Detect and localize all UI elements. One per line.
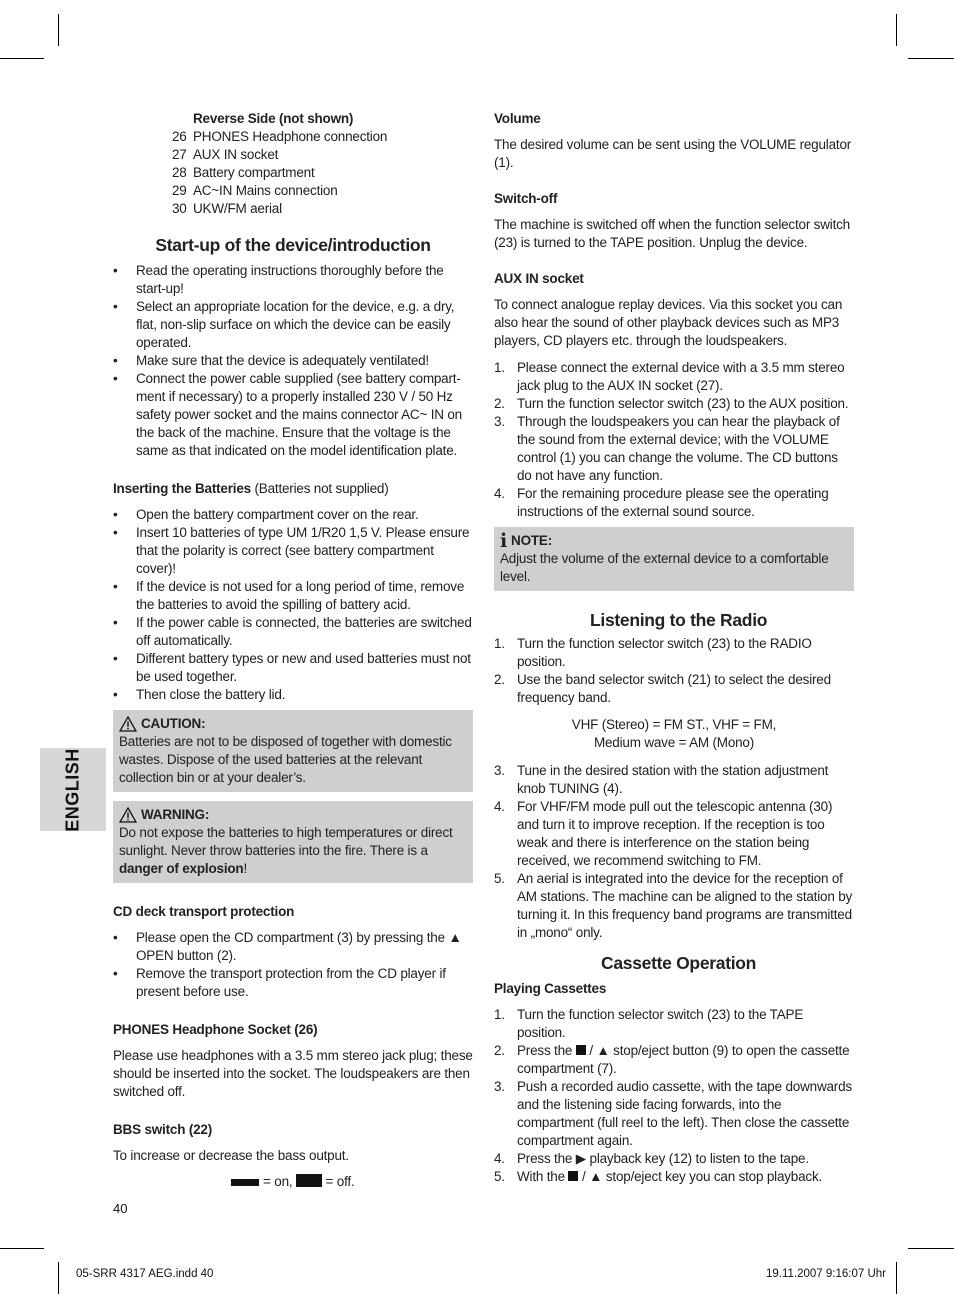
step-text: /: [585, 1043, 597, 1058]
volume-text: The desired volume can be sent using the VOLUME regulator (1).: [494, 137, 852, 170]
note-text: Adjust the volume of the external device to a comfortable level.: [500, 551, 829, 584]
warning-label: WARNING:: [141, 807, 210, 822]
footer-date: 19.11.2007 9:16:07 Uhr: [766, 1268, 886, 1280]
part-label: PHONES Headphone connection: [193, 129, 388, 144]
list-item: [494, 359, 854, 395]
crop-mark: [896, 1262, 897, 1294]
part-number: 27: [172, 147, 187, 162]
part-label: UKW/FM aerial: [193, 201, 282, 216]
warning-text-block: [119, 824, 467, 878]
switchoff-text: The machine is switched off when the function selector switch (23) is turned to the TAPE position. Unplug the device.: [494, 217, 850, 250]
list-item: • Then close the battery lid.: [113, 686, 473, 704]
list-item: [494, 485, 854, 521]
step-text: Tune in the desired station with the station adjustment knob TUNING (4).: [517, 763, 829, 796]
list-item: [494, 870, 854, 942]
note-box: [494, 527, 854, 591]
part-number: 29: [172, 183, 187, 198]
step-number: 5.: [494, 1169, 505, 1184]
step-number: 5.: [494, 871, 505, 886]
bbs-on-label: = on,: [259, 1174, 296, 1189]
startup-list: [113, 262, 473, 460]
note-header: [500, 532, 848, 550]
crop-mark: [0, 1248, 44, 1249]
step-number: 4.: [494, 799, 505, 814]
list-item: • Insert 10 batteries of type UM 1/R20 1,5 V. Please ensure that the polarity is correct (see battery compartment cover)!: [113, 524, 473, 578]
list-item: • If the power cable is connected, the batteries are switched off automatically.: [113, 614, 473, 650]
part-label: AUX IN socket: [193, 147, 279, 162]
warning-box: [113, 801, 473, 883]
bbs-text: To increase or decrease the bass output.: [113, 1148, 349, 1163]
list-item: [494, 1006, 854, 1042]
caution-box: [113, 710, 473, 792]
step-text: Please connect the external device with a 3.5 mm stereo jack plug to the AUX IN socket (27).: [517, 360, 845, 393]
step-text: Press the: [517, 1043, 576, 1058]
playing-cassettes-title: Playing Cassettes: [494, 981, 607, 996]
caution-text: Batteries are not to be disposed of together with domestic wastes. Dispose of the used batteries at the relevant collection bin or at your dealer’s.: [119, 734, 452, 785]
list-item: [494, 635, 854, 671]
list-item: • Select an appropriate location for the device, e.g. a dry, flat, non-slip surface on which the device can be easily operated.: [113, 298, 473, 352]
reverse-side-title: Reverse Side (not shown): [193, 111, 354, 126]
list-item: • If the device is not used for a long period of time, remove the batteries to avoid the spilling of battery acid.: [113, 578, 473, 614]
warning-emphasis: danger of explosion: [119, 861, 244, 876]
step-text: Press the: [517, 1151, 576, 1166]
eject-symbol-icon: ▲: [589, 1169, 603, 1184]
step-text: For VHF/FM mode pull out the telescopic antenna (30) and turn it to improve reception. If the reception is too weak and there is interference on the station being received, we recommend switching to FM.: [517, 799, 833, 868]
list-item: • Make sure that the device is adequately ventilated!: [113, 352, 473, 370]
band-legend: [494, 716, 854, 752]
crop-mark: [908, 58, 954, 59]
list-item: [113, 164, 473, 182]
list-item: • Read the operating instructions thoroughly before the start-up!: [113, 262, 473, 298]
language-tab: [40, 748, 106, 831]
phones-text: Please use headphones with a 3.5 mm stereo jack plug; these should be inserted into the socket. The loudspeakers are then switched off.: [113, 1048, 473, 1099]
language-tab-label: ENGLISH: [62, 747, 83, 832]
step-number: 3.: [494, 763, 505, 778]
switchoff-title: Switch-off: [494, 191, 558, 206]
eject-symbol-icon: ▲: [448, 930, 462, 945]
part-number: 30: [172, 201, 187, 216]
aux-steps: [494, 359, 854, 521]
step-text: stop/eject key you can stop playback.: [602, 1169, 823, 1184]
step-text: /: [578, 1169, 590, 1184]
step-text: stop/eject button (9) to open the cassette compartment (7).: [517, 1043, 850, 1076]
list-item: • Open the battery compartment cover on the rear.: [113, 506, 473, 524]
cassette-steps: [494, 1006, 854, 1186]
list-item: • Different battery types or new and used batteries must not be used together.: [113, 650, 473, 686]
list-item: [494, 1150, 854, 1168]
page-number: 40: [113, 1201, 128, 1216]
crop-mark: [58, 1262, 59, 1294]
list-item: [494, 395, 854, 413]
step-number: 4.: [494, 486, 505, 501]
left-column: [113, 110, 473, 1191]
aux-text: To connect analogue replay devices. Via this socket you can also hear the sound of other playback devices such as MP3 players, CD players etc. through the loudspeakers.: [494, 297, 843, 348]
step-number: 3.: [494, 1079, 505, 1094]
caution-header: [119, 715, 467, 733]
radio-steps-a: [494, 635, 854, 707]
bbs-off-label: = off.: [322, 1174, 355, 1189]
footer-file: 05-SRR 4317 AEG.indd 40: [76, 1268, 214, 1280]
step-number: 1.: [494, 636, 505, 651]
warning-triangle-icon: [119, 716, 137, 732]
warning-text: Do not expose the batteries to high temperatures or direct sunlight. Never throw batteries into the fire. There is a: [119, 825, 453, 858]
bbs-legend: [113, 1173, 473, 1191]
step-number: 3.: [494, 414, 505, 429]
bbs-off-switch-icon: [296, 1174, 322, 1187]
list-item: [494, 762, 854, 798]
list-item: [113, 146, 473, 164]
list-item: [494, 1168, 854, 1186]
radio-heading: Listening to the Radio: [590, 610, 768, 630]
step-text: Use the band selector switch (21) to select the desired frequency band.: [517, 672, 831, 705]
play-symbol-icon: ▶: [575, 1151, 586, 1166]
warning-end: !: [243, 861, 248, 876]
list-item: [494, 798, 854, 870]
step-text: Turn the function selector switch (23) to the TAPE position.: [517, 1007, 804, 1040]
step-text: Through the loudspeakers you can hear the playback of the sound from the external device; with the VOLUME control (1) you can change the volume. The CD buttons do not have any function.: [517, 414, 840, 483]
right-column: [494, 110, 854, 1186]
warning-triangle-icon: [119, 807, 137, 823]
step-text: Turn the function selector switch (23) to the RADIO position.: [517, 636, 812, 669]
crop-mark: [896, 14, 897, 46]
list-item: [113, 200, 473, 218]
list-item: [494, 1078, 854, 1150]
cd-step-text: Please open the CD compartment (3) by pressing the: [136, 930, 449, 945]
list-item: • Remove the transport protection from the CD player if present before use.: [113, 965, 473, 1001]
info-icon: i: [500, 530, 508, 552]
step-text: Turn the function selector switch (23) to the AUX position.: [517, 396, 849, 411]
batteries-title-line: [113, 480, 473, 498]
step-number: 4.: [494, 1151, 505, 1166]
part-number: 26: [172, 129, 187, 144]
step-text: Push a recorded audio cassette, with the tape downwards and the listening side facing forwards, into the compartment (full reel to the left). Then close the cassette compartment again.: [517, 1079, 852, 1148]
radio-steps-b: [494, 762, 854, 942]
bbs-on-switch-icon: [231, 1179, 259, 1186]
caution-label: CAUTION:: [141, 716, 206, 731]
list-item: [113, 128, 473, 146]
phones-title: PHONES Headphone Socket (26): [113, 1022, 318, 1037]
step-text: With the: [517, 1169, 569, 1184]
step-number: 1.: [494, 1007, 505, 1022]
step-text: An aerial is integrated into the device for the reception of AM stations. The machine can be aligned to the station by turning it. In this frequency band programs are transmitted in „mono“ only.: [517, 871, 853, 940]
eject-symbol-icon: ▲: [596, 1043, 610, 1058]
band-line: VHF (Stereo) = FM ST., VHF = FM,: [571, 717, 777, 732]
band-line: Medium wave = AM (Mono): [593, 735, 755, 750]
list-item: [494, 1042, 854, 1078]
crop-mark: [0, 58, 44, 59]
step-text: For the remaining procedure please see the operating instructions of the external sound source.: [517, 486, 829, 519]
batteries-list: [113, 506, 473, 704]
step-text: playback key (12) to listen to the tape.: [585, 1151, 809, 1166]
step-number: 1.: [494, 360, 505, 375]
list-item: [113, 929, 473, 965]
list-item: [494, 413, 854, 485]
note-label: NOTE:: [511, 533, 553, 548]
step-number: 2.: [494, 672, 505, 687]
part-label: AC~IN Mains connection: [193, 183, 338, 198]
step-number: 2.: [494, 396, 505, 411]
crop-mark: [908, 1248, 954, 1249]
crop-mark: [58, 14, 59, 46]
cd-transport-title: CD deck transport protection: [113, 904, 295, 919]
list-item: • Connect the power cable supplied (see battery compart-ment if necessary) to a properly installed 230 V / 50 Hz safety power socket and the mains connector AC~ IN on the back of the machine. Ensure that the voltage is the same as that indicated on the model identification plate.: [113, 370, 473, 460]
stop-square-icon: [576, 1045, 586, 1055]
cassette-heading: Cassette Operation: [601, 953, 757, 973]
cd-step-text: OPEN button (2).: [136, 948, 237, 963]
reverse-side-list: [113, 128, 473, 218]
part-number: 28: [172, 165, 187, 180]
part-label: Battery compartment: [193, 165, 315, 180]
startup-heading: Start-up of the device/introduction: [155, 235, 431, 255]
batteries-title: Inserting the Batteries: [113, 481, 251, 496]
list-item: [113, 182, 473, 200]
volume-title: Volume: [494, 111, 541, 126]
warning-header: [119, 806, 467, 824]
stop-square-icon: [568, 1171, 578, 1181]
step-number: 2.: [494, 1043, 505, 1058]
cd-transport-list: [113, 929, 473, 1001]
bbs-title: BBS switch (22): [113, 1122, 213, 1137]
batteries-title-note: (Batteries not supplied): [250, 481, 389, 496]
aux-title: AUX IN socket: [494, 271, 584, 286]
list-item: [494, 671, 854, 707]
